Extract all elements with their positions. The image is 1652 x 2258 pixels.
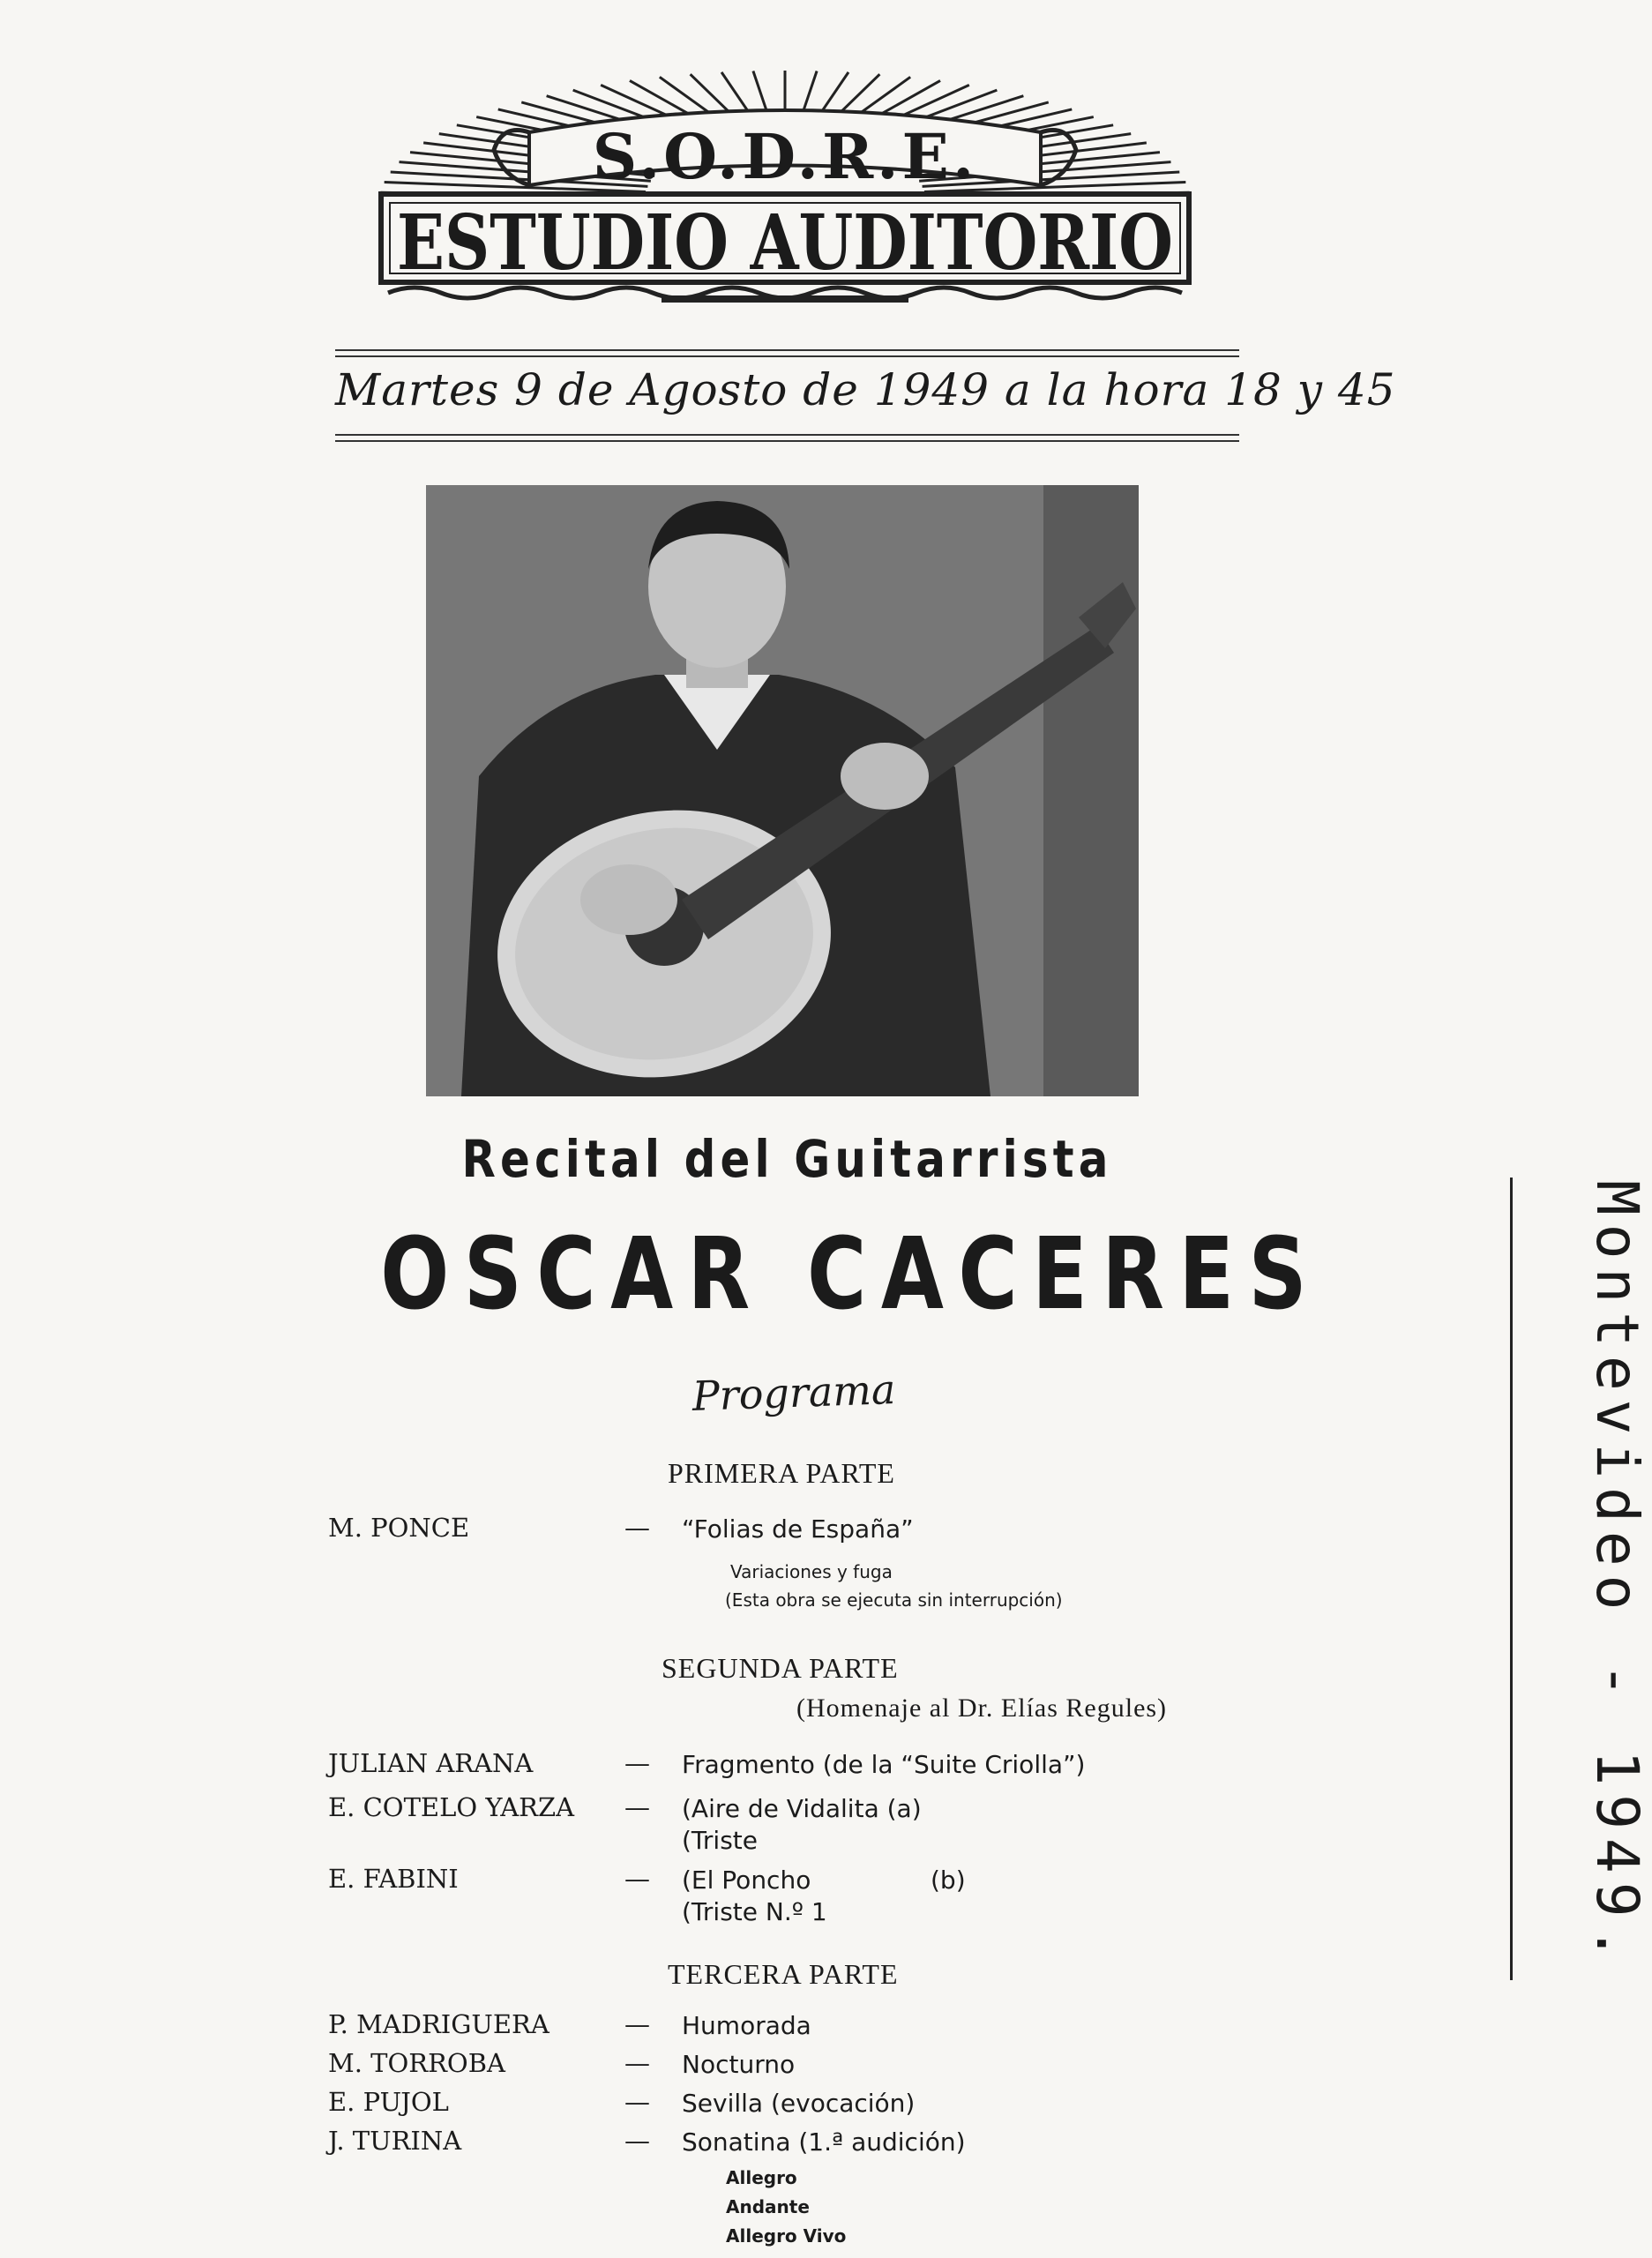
composer-cotelo-yarza: E. COTELO YARZA	[328, 1792, 575, 1822]
composer-fabini: E. FABINI	[328, 1864, 459, 1894]
work-humorada: Humorada	[682, 2011, 811, 2040]
composer-madriguera: P. MADRIGUERA	[328, 2009, 549, 2039]
program-heading: Programa	[691, 1365, 897, 1421]
event-date: Martes 9 de Agosto de 1949 a la hora 18 y 45	[335, 364, 1396, 415]
composer-torroba: M. TORROBA	[328, 2048, 505, 2078]
part-heading-tercera: TERCERA PARTE	[668, 1958, 899, 1990]
guitarist-photo	[426, 485, 1139, 1096]
dash: —	[624, 2009, 650, 2039]
work-nocturno: Nocturno	[682, 2050, 796, 2079]
dash: —	[624, 2126, 650, 2156]
work-folias: “Folias de España”	[682, 1514, 914, 1544]
work-note: Variaciones y fuga	[730, 1561, 893, 1582]
annotation-underline	[1510, 1178, 1513, 1980]
recital-title: Recital del Guitarrista	[461, 1129, 1113, 1189]
movement-allegro-vivo: Allegro Vivo	[726, 2225, 847, 2247]
work-sevilla: Sevilla (evocación)	[682, 2089, 916, 2118]
part-heading-segunda: SEGUNDA PARTE	[662, 1652, 899, 1684]
dash: —	[624, 2087, 650, 2117]
composer-arana: JULIAN ARANA	[328, 1748, 534, 1778]
performer-name: OSCAR CACERES	[380, 1217, 1322, 1332]
work-triste-no1: (Triste N.º 1	[682, 1897, 827, 1926]
dash: —	[624, 1513, 650, 1543]
dash: —	[624, 1792, 650, 1822]
movement-allegro: Allegro	[726, 2167, 797, 2188]
handwritten-annotation: Montevideo - 1949.	[1583, 1180, 1651, 1970]
work-fragmento: Fragmento (de la “Suite Criolla”)	[682, 1750, 1086, 1779]
bottom-double-rule	[335, 434, 1239, 436]
part-heading-primera: PRIMERA PARTE	[668, 1457, 895, 1489]
work-el-poncho: (El Poncho	[682, 1865, 811, 1895]
composer-ponce: M. PONCE	[328, 1513, 470, 1543]
work-note: (Esta obra se ejecuta sin interrupción)	[725, 1589, 1063, 1611]
composer-turina: J. TURINA	[328, 2126, 462, 2156]
masthead-main-text: ESTUDIO AUDITORIO	[397, 198, 1173, 288]
dash: —	[624, 1864, 650, 1894]
work-triste: (Triste	[682, 1826, 758, 1855]
top-double-rule-2	[335, 355, 1239, 357]
bottom-double-rule-2	[335, 440, 1239, 442]
masthead-top-text: S.O.D.R.E.	[592, 120, 978, 193]
work-sonatina: Sonatina (1.ª audición)	[682, 2127, 966, 2157]
work-mark-b: (b)	[931, 1865, 966, 1895]
part-subtitle: (Homenaje al Dr. Elías Regules)	[796, 1694, 1168, 1723]
dash: —	[624, 1748, 650, 1778]
movement-andante: Andante	[726, 2196, 810, 2217]
top-double-rule	[335, 349, 1239, 351]
masthead-logo	[370, 71, 1200, 309]
work-aire-de-vidalita: (Aire de Vidalita (a)	[682, 1794, 922, 1823]
composer-pujol: E. PUJOL	[328, 2087, 449, 2117]
dash: —	[624, 2048, 650, 2078]
